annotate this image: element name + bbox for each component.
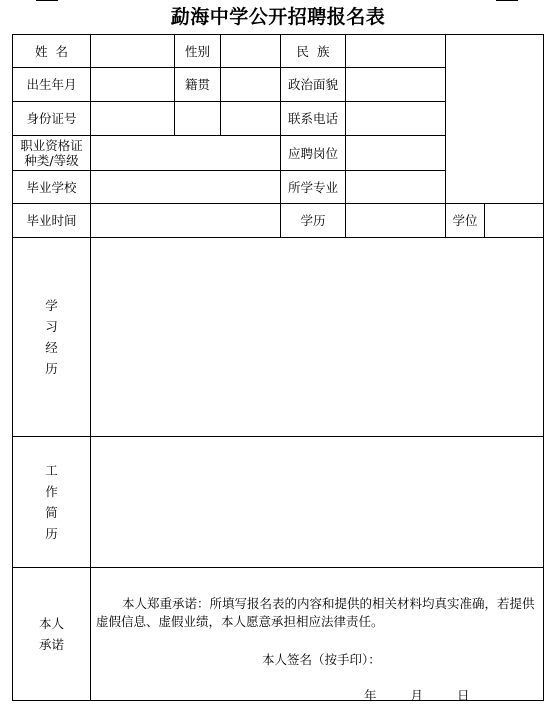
label-study-history: 学 习 经 历 [45, 298, 58, 376]
label-qualification [13, 136, 90, 170]
date-year: 年 [364, 688, 377, 703]
signature-line[interactable]: 本人签名（按手印）： [262, 652, 381, 667]
gender-field[interactable] [221, 35, 280, 67]
label-phone: 联系电话 [287, 111, 338, 126]
label-grad-time: 毕业时间 [26, 213, 77, 228]
major-field[interactable] [346, 171, 445, 203]
label-work-history: 工 作 简 历 [45, 463, 58, 541]
label-major: 所学专业 [287, 179, 338, 195]
label-position: 应聘岗位 [287, 145, 338, 161]
label-political-status: 政治面貌 [287, 77, 338, 92]
phone-field[interactable] [346, 102, 445, 135]
political-status-field[interactable] [346, 68, 445, 101]
native-place-field[interactable] [221, 68, 280, 101]
pledge-statement: 本人郑重承诺：所填写报名表的内容和提供的相关材料均真实准确，若提供虚假信息、虚假业绩，本人愿意承担相应法律责任。 [96, 596, 535, 629]
label-pledge: 本人 承诺 [38, 616, 64, 652]
date-line [96, 687, 541, 705]
label-gender: 性别 [184, 43, 210, 59]
id-number-field[interactable] [91, 102, 280, 135]
name-field[interactable] [91, 35, 174, 67]
study-history-field[interactable] [91, 238, 543, 436]
label-id-number: 身份证号 [26, 111, 77, 126]
date-day: 日 [457, 688, 470, 703]
label-qualification-line1: 职业资格证 [20, 138, 83, 153]
grad-time-field[interactable] [91, 204, 280, 237]
date-month: 月 [410, 688, 424, 703]
ethnicity-field[interactable] [346, 35, 445, 67]
photo-box[interactable] [446, 35, 543, 203]
school-field[interactable] [91, 171, 280, 203]
label-qualification-line2: 种类/等级 [24, 153, 79, 168]
label-degree: 学位 [452, 213, 478, 228]
label-birth: 出生年月 [26, 77, 77, 92]
label-school: 毕业学校 [26, 179, 77, 195]
position-field[interactable] [346, 136, 445, 170]
qualification-field[interactable] [91, 136, 280, 170]
application-form-table [12, 34, 544, 701]
birth-field[interactable] [91, 68, 174, 101]
label-name: 姓 名 [35, 43, 68, 59]
education-field[interactable] [346, 204, 445, 237]
work-history-field[interactable] [91, 437, 543, 567]
label-native-place: 籍贯 [184, 77, 210, 92]
form-title: 勐海中学公开招聘报名表 [170, 6, 386, 28]
degree-field[interactable] [485, 204, 543, 237]
label-education: 学历 [300, 213, 326, 228]
label-ethnicity: 民 族 [296, 43, 330, 59]
pledge-content [96, 595, 541, 705]
